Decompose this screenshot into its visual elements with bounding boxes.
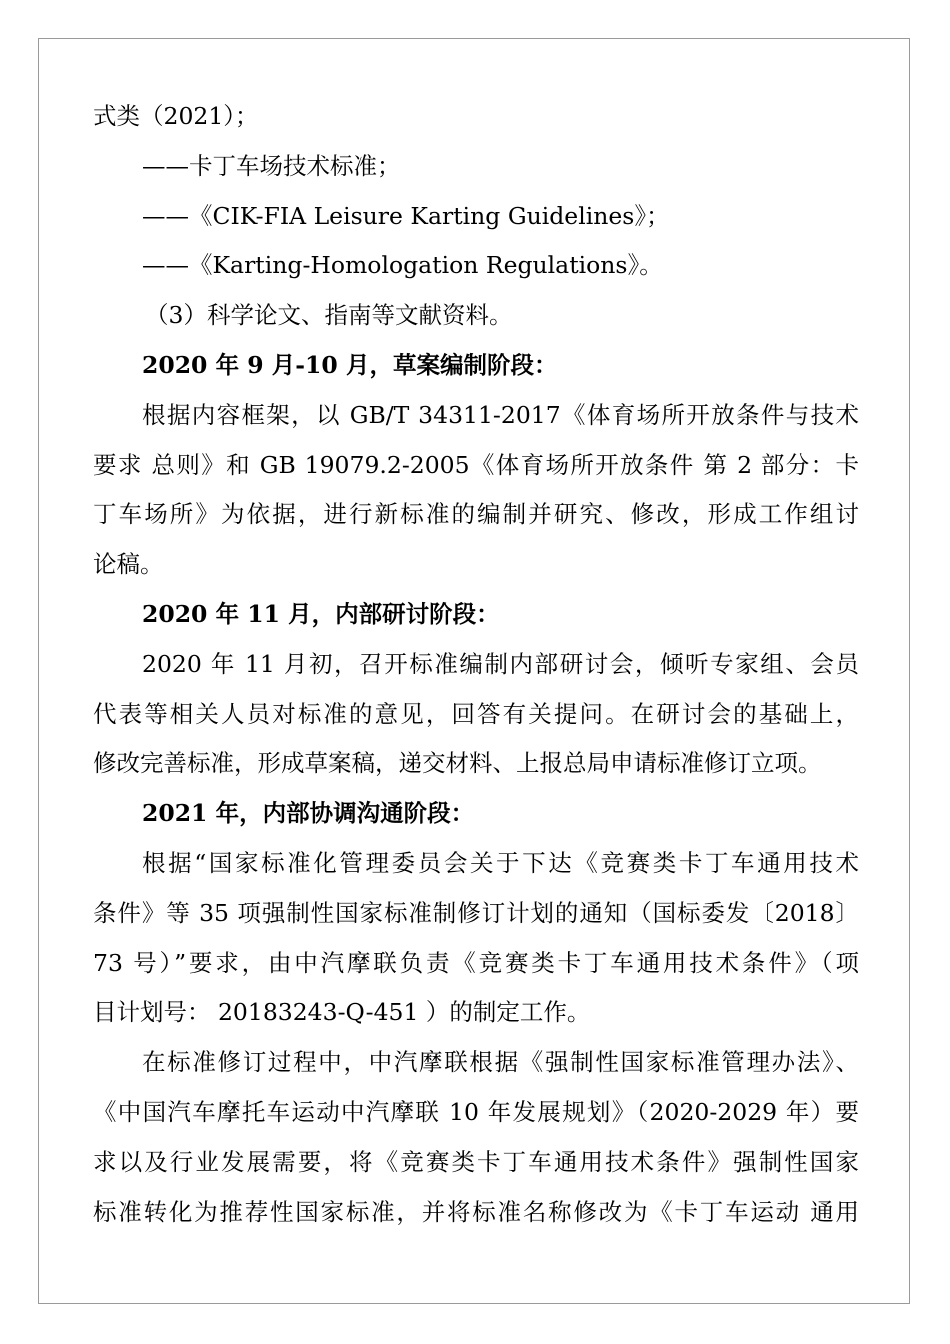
- text-line: 根据内容框架，以 GB/T 34311-2017《体育场所开放条件与技术: [142, 400, 859, 429]
- text-line: 式类（2021）；: [93, 102, 259, 130]
- text-line: ——《CIK-FIA Leisure Karting Guidelines》；: [142, 201, 670, 230]
- text-line: 要求 总则》和 GB 19079.2-2005《体育场所开放条件 第 2 部分：卡: [93, 450, 859, 479]
- section-heading: [93, 341, 859, 391]
- paragraph: [93, 241, 859, 291]
- paragraph: [93, 291, 859, 341]
- section-heading: [93, 590, 859, 640]
- text-line: 2020 年 11 月，内部研讨阶段：: [142, 599, 500, 628]
- text-line: 目计划号： 20183243-Q-451 ）的制定工作。: [93, 998, 591, 1027]
- paragraph: [93, 391, 859, 590]
- paragraph: [93, 1038, 859, 1237]
- text-line: 丁车场所》为依据，进行新标准的编制并研究、修改，形成工作组讨: [93, 500, 859, 529]
- paragraph: [93, 142, 859, 192]
- text-line: 论稿。: [93, 550, 164, 579]
- text-line: ——卡丁车场技术标准；: [142, 151, 401, 180]
- text-line: 代表等相关人员对标准的意见，回答有关提问。在研讨会的基础上，: [93, 699, 859, 728]
- paragraph: [93, 640, 859, 789]
- text-line: 2020 年 11 月初，召开标准编制内部研讨会，倾听专家组、会员: [142, 649, 859, 678]
- text-line: 标准转化为推荐性国家标准，并将标准名称修改为《卡丁车运动 通用: [93, 1197, 859, 1226]
- paragraph: [93, 192, 859, 242]
- text-line: 条件》等 35 项强制性国家标准制修订计划的通知（国标委发〔2018〕: [93, 898, 859, 927]
- paragraph: [93, 92, 859, 142]
- text-line: 2021 年，内部协调沟通阶段：: [142, 799, 475, 828]
- paragraph: [93, 839, 859, 1038]
- text-line: （3）科学论文、指南等文献资料。: [145, 301, 513, 330]
- text-line: 求以及行业发展需要，将《竞赛类卡丁车通用技术条件》强制性国家: [93, 1147, 859, 1176]
- text-line: 《中国汽车摩托车运动中汽摩联 10 年发展规划》（2020-2029 年）要: [93, 1097, 859, 1126]
- text-line: ——《Karting-Homologation Regulations》。: [142, 251, 663, 280]
- text-line: 根据“国家标准化管理委员会关于下达《竞赛类卡丁车通用技术: [142, 848, 859, 877]
- text-line: 73 号）”要求，由中汽摩联负责《竞赛类卡丁车通用技术条件》（项: [93, 948, 859, 977]
- text-line: 2020 年 9 月-10 月，草案编制阶段：: [142, 350, 558, 379]
- text-line: 修改完善标准，形成草案稿，递交材料、上报总局申请标准修订立项。: [93, 749, 822, 778]
- text-line: 在标准修订过程中，中汽摩联根据《强制性国家标准管理办法》、: [142, 1048, 859, 1077]
- document-body: [93, 92, 859, 1237]
- section-heading: [93, 789, 859, 839]
